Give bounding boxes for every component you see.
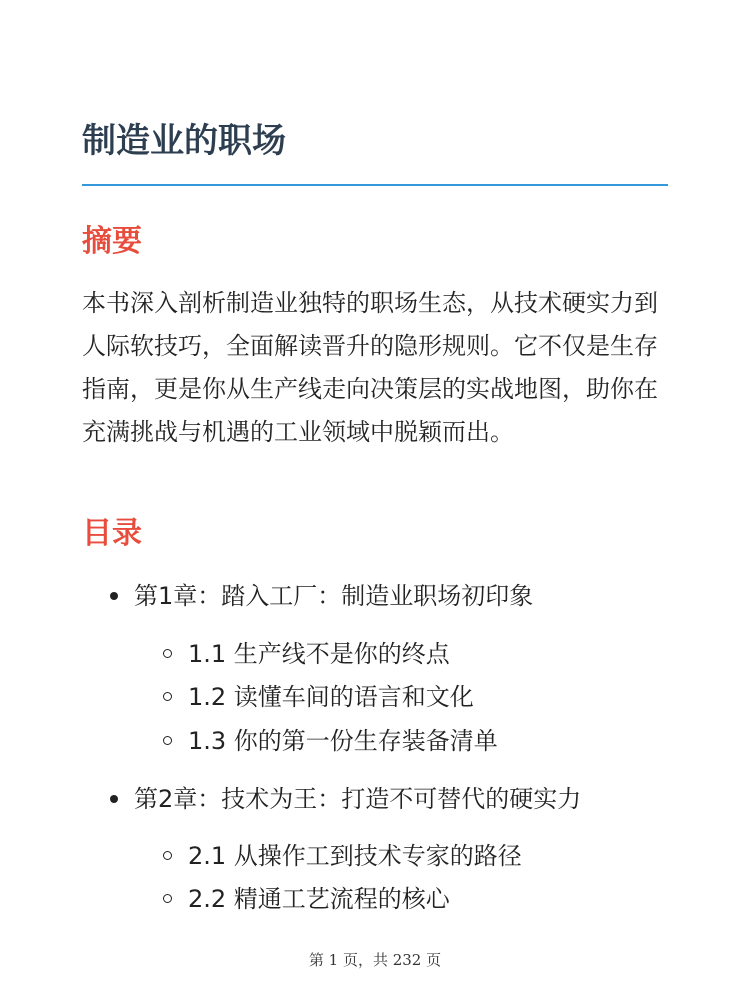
bullet-circle-icon	[163, 851, 172, 860]
toc-chapter-2	[134, 783, 581, 815]
page-footer: 第 1 页，共 232 页	[308, 951, 442, 969]
toc-chapter-label: 第1章：踏入工厂：制造业职场初印象	[134, 582, 534, 610]
bullet-circle-icon	[163, 649, 172, 658]
bullet-circle-icon	[163, 894, 172, 903]
toc-section-label: 1.2 读懂车间的语言和文化	[188, 683, 474, 711]
bullet-circle-icon	[163, 736, 172, 745]
toc-chapter-label: 第2章：技术为王：打造不可替代的硬实力	[134, 785, 582, 813]
toc-section-label: 2.1 从操作工到技术专家的路径	[188, 842, 522, 870]
toc-section-1-3	[188, 725, 498, 757]
bullet-circle-icon	[163, 692, 172, 701]
page-title: 制造业的职场	[82, 121, 286, 161]
summary-heading: 摘要	[82, 224, 142, 259]
title-divider	[82, 184, 668, 186]
bullet-disc-icon	[110, 592, 118, 600]
toc-section-label: 1.1 生产线不是你的终点	[188, 640, 450, 668]
summary-paragraph: 本书深入剖析制造业独特的职场生态，从技术硬实力到人际软技巧，全面解读晋升的隐形规则。它不仅是生存指南，更是你从生产线走向决策层的实战地图，助你在充满挑战与机遇的工业领域中脱颖而出。	[82, 289, 658, 446]
toc-section-1-2	[188, 681, 474, 713]
toc-section-2-1	[188, 840, 522, 872]
toc-section-1-1	[188, 638, 450, 670]
toc-section-label: 1.3 你的第一份生存装备清单	[188, 727, 498, 755]
toc-chapter-1	[134, 580, 533, 612]
toc-section-label: 2.2 精通工艺流程的核心	[188, 885, 450, 913]
bullet-disc-icon	[110, 795, 118, 803]
toc-heading: 目录	[82, 516, 142, 551]
toc-section-2-2	[188, 883, 450, 915]
